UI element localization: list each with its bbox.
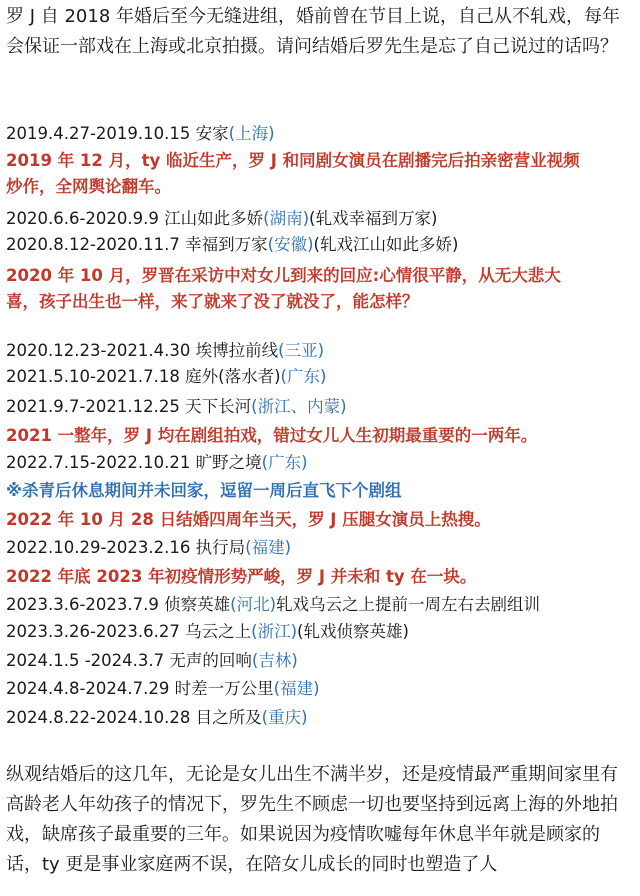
entry-dates: 2020.8.12-2020.11.7 — [6, 235, 186, 254]
highlight-note: 喜，孩子出生也一样，来了就来了没了就没了，能怎样？ — [6, 292, 419, 311]
timeline-entry — [6, 338, 324, 364]
entry-title: 无声的回响 — [169, 651, 252, 670]
timeline-entry — [6, 592, 540, 618]
timeline-entry — [6, 705, 308, 731]
entry-title: 执行局 — [195, 538, 246, 557]
entry-dates: 2019.4.27-2019.10.15 — [6, 124, 196, 143]
entry-location: (河北) — [230, 595, 277, 614]
entry-note: (轧戏幸福到万家) — [309, 209, 438, 228]
entry-dates: 2020.6.6-2020.9.9 — [6, 209, 165, 228]
entry-dates: 2024.8.22-2024.10.28 — [6, 708, 196, 727]
entry-note: (轧戏江山如此多娇) — [313, 235, 459, 254]
highlight-note: 2019 年 12 月，ty 临近生产，罗 J 和同剧女演员在剧播完后拍亲密营业视频 — [6, 151, 580, 170]
entry-dates: 2020.12.23-2021.4.30 — [6, 341, 196, 360]
entry-note: 轧戏乌云之上提前一周左右去剧组训 — [276, 595, 541, 614]
entry-title: 侦察英雄 — [164, 595, 231, 614]
timeline-entry — [6, 450, 308, 476]
timeline-entry — [6, 394, 347, 420]
entry-dates: 2023.3.26-2023.6.27 — [6, 622, 186, 641]
entry-title: 天下长河 — [185, 397, 252, 416]
entry-title: 乌云之上 — [185, 622, 252, 641]
entry-location: (广东) — [261, 453, 308, 472]
entry-title: 旷野之境 — [195, 453, 262, 472]
intro-paragraph: 罗 J 自 2018 年婚后至今无缝进组，婚前曾在节目上说，自己从不轧戏，每年会保证一部戏在上海或北京拍摄。请问结婚后罗先生是忘了自己说过的话吗？ — [6, 6, 621, 57]
entry-location: (湖南) — [263, 209, 310, 228]
entry-location: (上海) — [228, 124, 275, 143]
highlight-note: 2020 年 10 月，罗晋在采访中对女儿到来的回应:心情很平静，从无大悲大 — [6, 266, 561, 285]
entry-location: (浙江、内蒙) — [251, 397, 347, 416]
entry-title: 幸福到万家 — [185, 235, 268, 254]
entry-dates: 2021.9.7-2021.12.25 — [6, 397, 186, 416]
entry-title: 埃博拉前线 — [195, 341, 279, 360]
entry-dates: 2022.7.15-2022.10.21 — [6, 453, 196, 472]
entry-location: (浙江) — [251, 622, 298, 641]
entry-dates: 2022.10.29-2023.2.16 — [6, 538, 196, 557]
timeline-entry — [6, 648, 298, 674]
entry-title: 安家 — [195, 124, 229, 143]
entry-location: (福建) — [245, 538, 292, 557]
entry-location: (广东) — [280, 367, 327, 386]
entry-title: 目之所及 — [195, 708, 262, 727]
conclusion-paragraph: 纵观结婚后的这几年，无论是女儿出生不满半岁，还是疫情最严重期间家里有高龄老人年幼孩子的情况下，罗先生不顾虑一切也要坚持到远离上海的外地拍戏，缺席孩子最重要的三年。如果说因为疫情吹嘘每年休息半年就是顾家的话，ty 更是事业家庭两不误，在陪女儿成长的同时也塑造了人 — [6, 764, 618, 875]
timeline-entry — [6, 676, 320, 702]
timeline-entry — [6, 619, 409, 645]
highlight-note: 炒作，全网舆论翻车。 — [6, 177, 171, 196]
timeline-entry — [6, 364, 326, 390]
entry-title: 江山如此多娇 — [164, 209, 264, 228]
timeline-entry — [6, 206, 437, 232]
timeline-entry — [6, 121, 275, 147]
entry-dates: 2024.1.5 -2024.3.7 — [6, 651, 170, 670]
entry-title: 庭外(落水者) — [185, 367, 281, 386]
entry-location: (三亚) — [278, 341, 325, 360]
entry-dates: 2023.3.6-2023.7.9 — [6, 595, 165, 614]
highlight-note: 2021 一整年，罗 J 均在剧组拍戏，错过女儿人生初期最重要的一两年。 — [6, 426, 538, 445]
highlight-note: 2022 年 10 月 28 日结婚四周年当天，罗 J 压腿女演员上热搜。 — [6, 510, 491, 529]
entry-dates: 2021.5.10-2021.7.18 — [6, 367, 186, 386]
entry-location: (安徽) — [267, 235, 314, 254]
entry-location: (福建) — [273, 679, 320, 698]
entry-location: (吉林) — [251, 651, 298, 670]
timeline-entry — [6, 535, 291, 561]
entry-location: (重庆) — [261, 708, 308, 727]
entry-title: 时差一万公里 — [174, 679, 274, 698]
entry-note: (轧戏侦察英雄) — [297, 622, 409, 641]
timeline-entry — [6, 232, 458, 258]
highlight-note: 2022 年底 2023 年初疫情形势严峻，罗 J 并未和 ty 在一块。 — [6, 567, 477, 586]
side-note: ※杀青后休息期间并未回家，逗留一周后直飞下个剧组 — [6, 481, 402, 500]
entry-dates: 2024.4.8-2024.7.29 — [6, 679, 175, 698]
